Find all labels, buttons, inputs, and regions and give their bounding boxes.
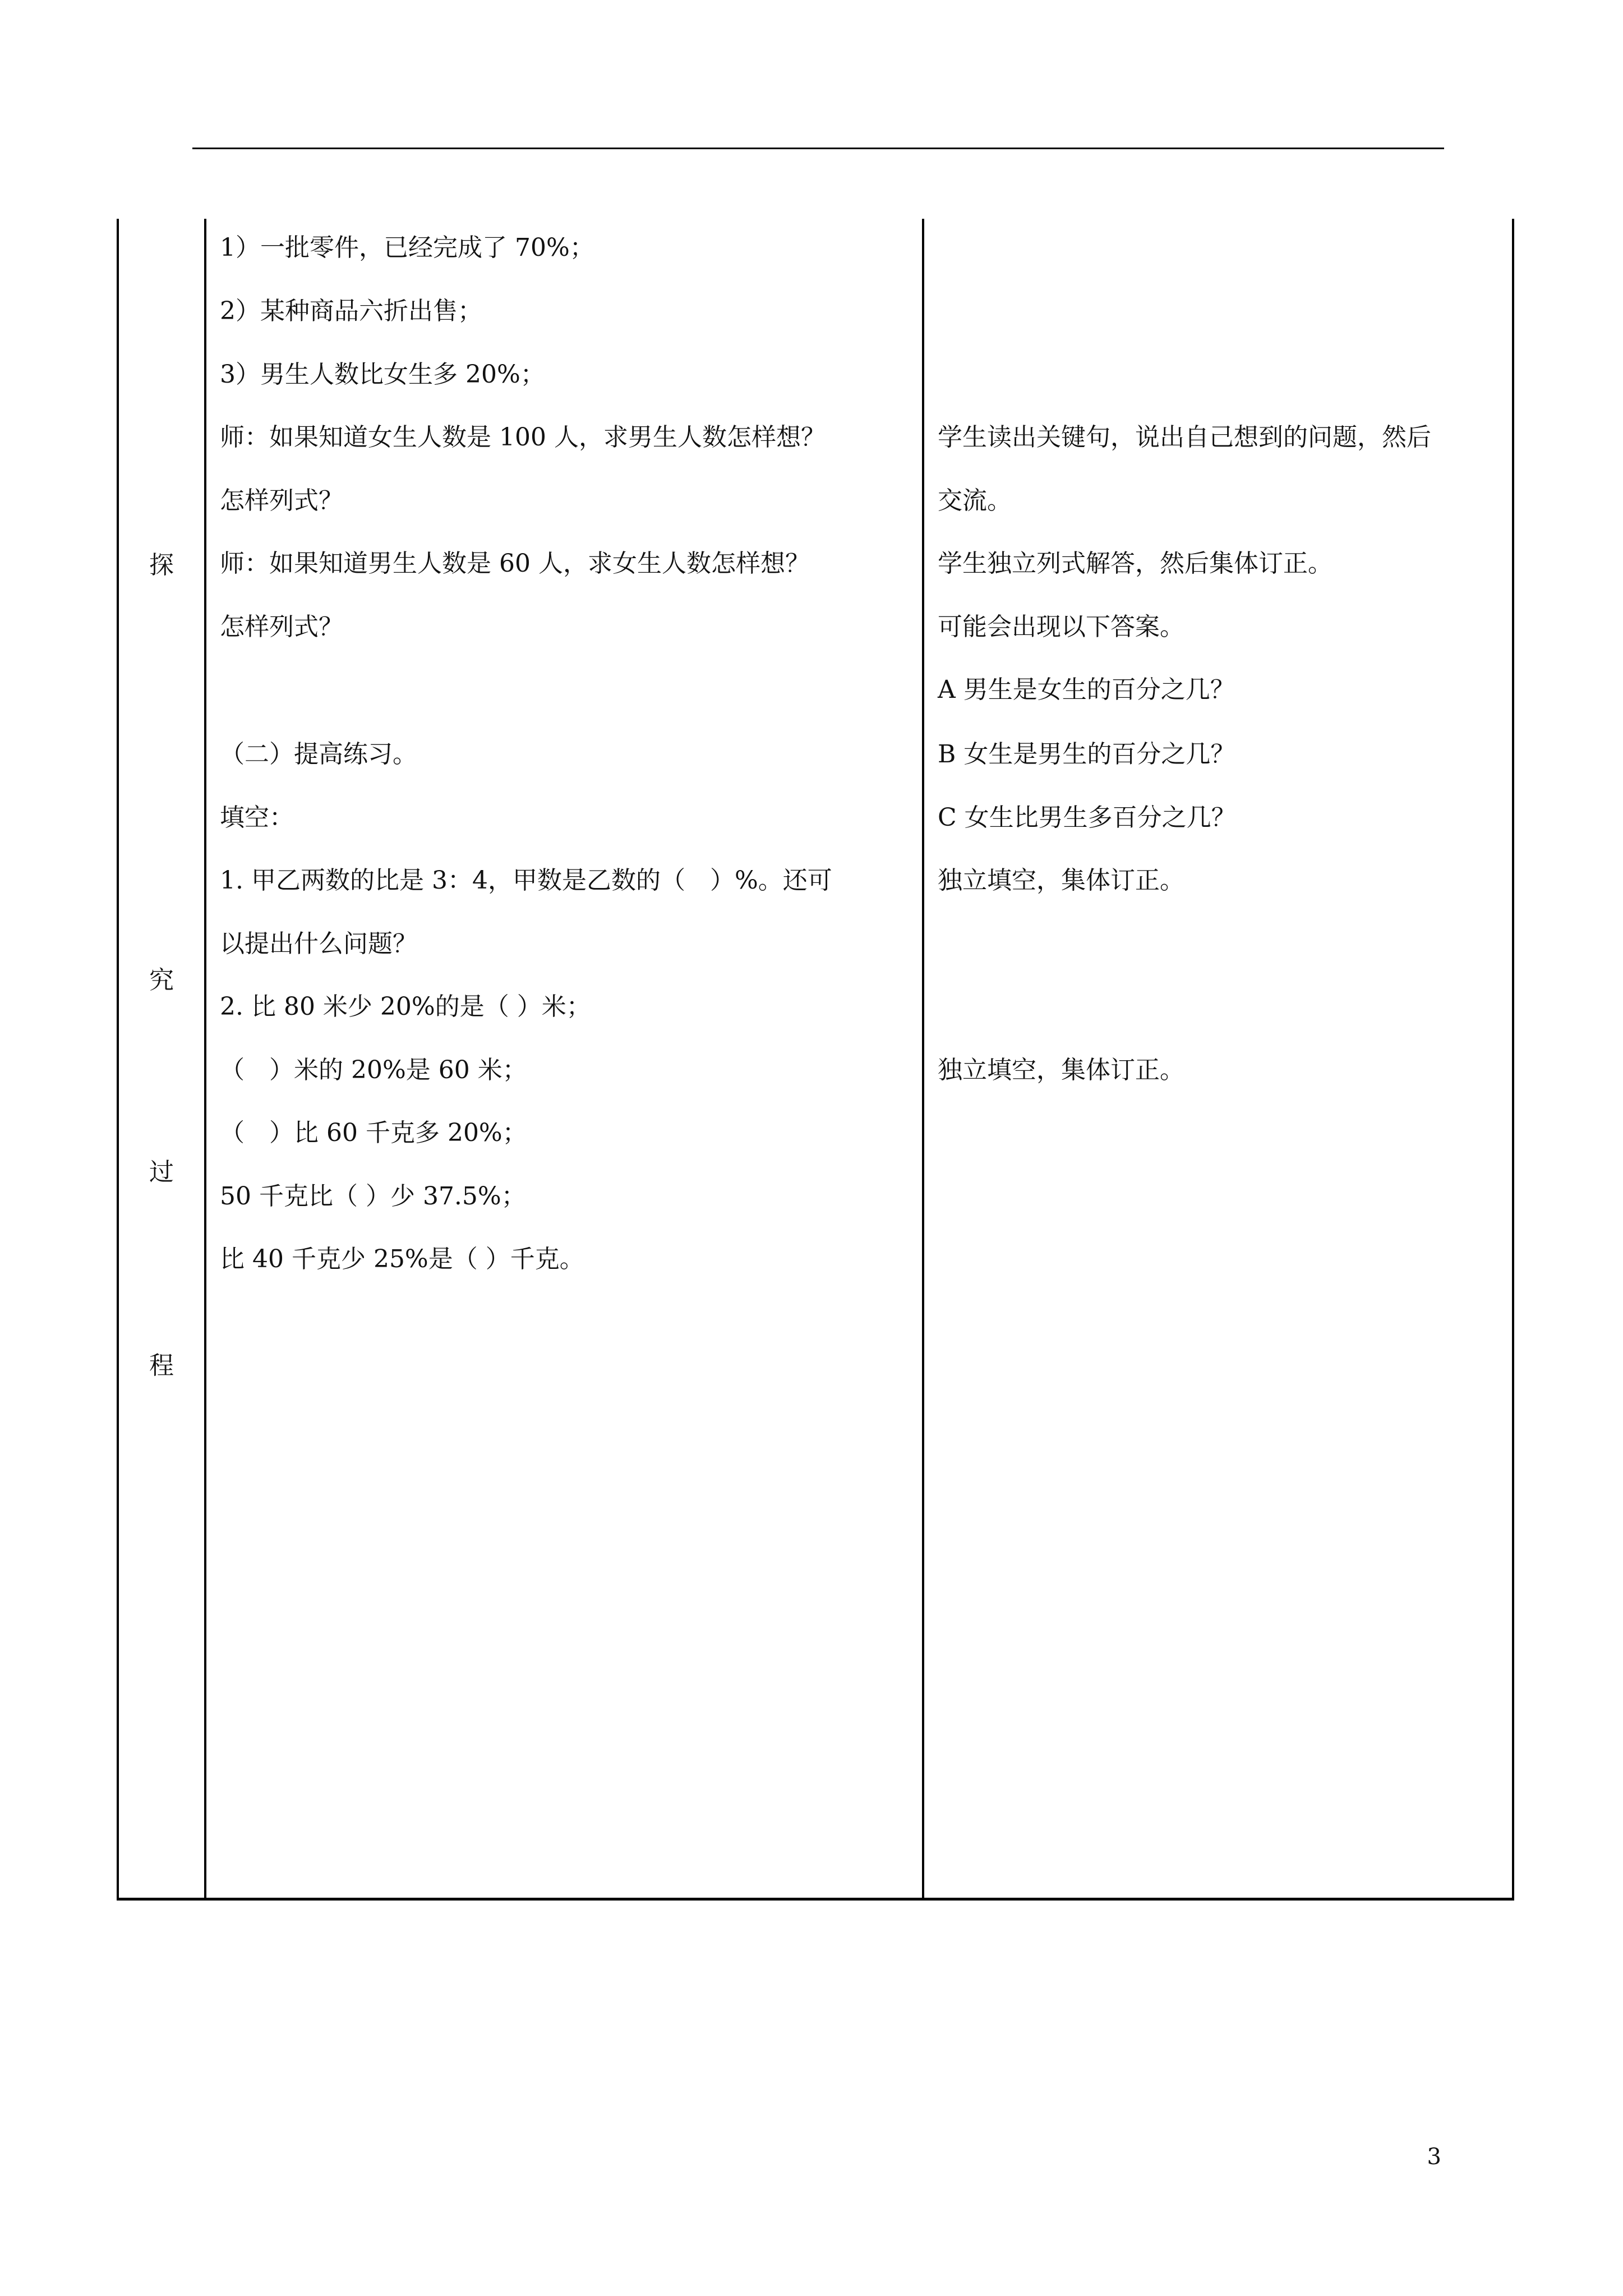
activity-line: 可能会出现以下答案。 (938, 613, 1184, 641)
content-line: 50 千克比（ ）少 37.5%； (220, 1182, 526, 1211)
activity-line: 交流。 (938, 486, 1012, 515)
content-line: （二）提高练习。 (220, 740, 417, 769)
content-line: 师：如果知道男生人数是 60 人，求女生人数怎样想？ (220, 549, 810, 578)
activity-line: 学生读出关键句，说出自己想到的问题，然后 (938, 423, 1431, 452)
content-line: 师：如果知道女生人数是 100 人，求男生人数怎样想？ (220, 423, 826, 452)
content-line: 怎样列式？ (220, 486, 343, 515)
activity-line: 学生独立列式解答，然后集体订正。 (938, 549, 1332, 578)
activity-line: A 男生是女生的百分之几？ (938, 675, 1235, 704)
content-line: 以提出什么问题？ (220, 930, 417, 958)
content-line: 比 40 千克少 25%是（ ）千克。 (220, 1245, 584, 1273)
column-divider (204, 219, 206, 1898)
activity-line: 独立填空，集体订正。 (938, 1056, 1184, 1084)
content-line: 3）男生人数比女生多 20%； (220, 360, 545, 389)
activity-line: 独立填空，集体订正。 (938, 866, 1184, 895)
content-line: （ ）比 60 千克多 20%； (220, 1119, 527, 1147)
content-line: 填空： (220, 803, 294, 832)
activity-line: B 女生是男生的百分之几？ (938, 740, 1235, 769)
side-label-char: 究 (149, 966, 174, 995)
content-line: 2）某种商品六折出售； (220, 297, 482, 325)
lesson-table (117, 219, 1514, 1901)
column-divider (922, 219, 924, 1898)
side-label-char: 过 (149, 1158, 174, 1186)
content-line: 1. 甲乙两数的比是 3：4，甲数是乙数的（ ）%。还可 (220, 866, 832, 895)
header-rule (192, 148, 1444, 149)
content-line: 怎样列式？ (220, 613, 343, 641)
content-line: 1）一批零件，已经完成了 70%； (220, 233, 594, 262)
content-line: 2. 比 80 米少 20%的是（ ）米； (220, 992, 591, 1021)
side-label-char: 探 (149, 551, 174, 579)
page-number: 3 (1427, 2144, 1441, 2170)
content-line: （ ）米的 20%是 60 米； (220, 1056, 527, 1084)
side-label-char: 程 (149, 1351, 174, 1380)
activity-line: C 女生比男生多百分之几？ (938, 803, 1236, 832)
